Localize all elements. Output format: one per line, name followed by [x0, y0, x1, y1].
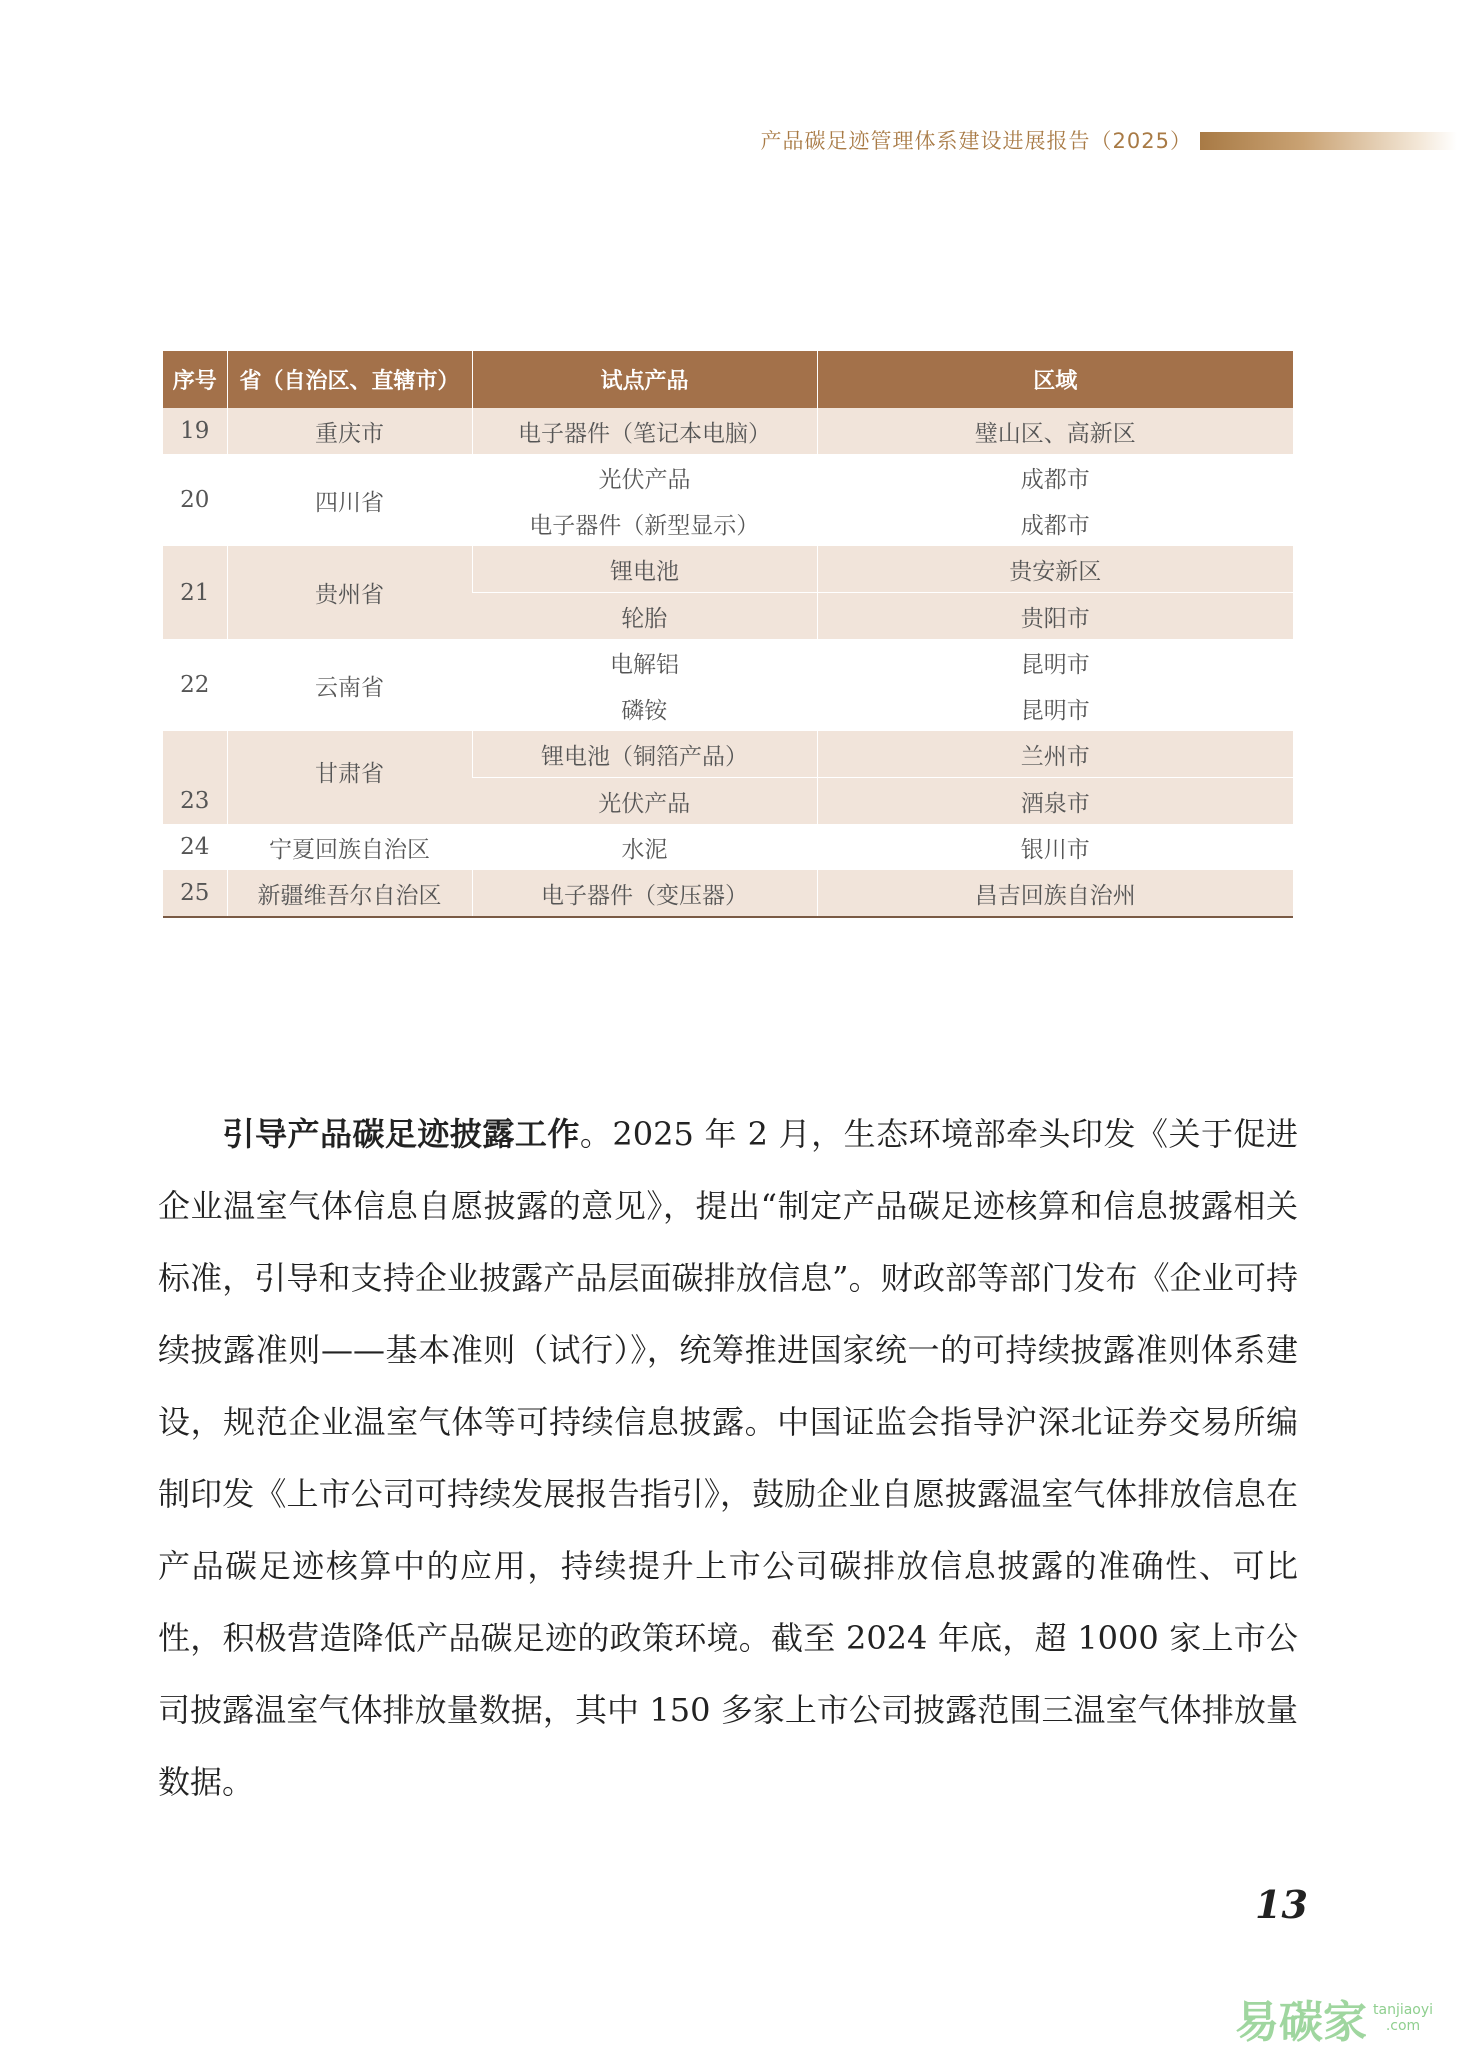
province-cell: 云南省 — [227, 639, 472, 731]
table-header-row — [163, 351, 1293, 408]
paragraph-lead: 引导产品碳足迹披露工作 — [222, 1115, 580, 1153]
product-cell: 锂电池 — [472, 546, 817, 593]
row-number: 23 — [163, 731, 227, 824]
region-cell: 昆明市 — [817, 685, 1293, 731]
product-cell: 电子器件（新型显示） — [529, 512, 760, 539]
watermark-site — [1373, 2002, 1433, 2034]
product-cell: 水泥 — [472, 824, 817, 870]
table-row — [163, 731, 1293, 778]
watermark-site-name: tanjiaoyi — [1373, 2002, 1434, 2018]
col-header-product: 试点产品 — [472, 351, 817, 408]
col-header-no: 序号 — [163, 351, 227, 408]
product-cell: 电子器件（变压器） — [472, 870, 817, 917]
region-cell: 璧山区、高新区 — [817, 408, 1293, 454]
row-number: 24 — [180, 834, 210, 860]
table-row — [163, 870, 1293, 917]
region-cell: 银川市 — [817, 824, 1293, 870]
body-paragraph — [158, 1098, 1298, 1818]
watermark-logo — [1235, 1986, 1433, 2050]
product-cell: 锂电池（铜箔产品） — [472, 731, 817, 778]
province-cell: 贵州省 — [227, 546, 472, 639]
province-cell: 甘肃省 — [227, 731, 472, 824]
row-number: 20 — [180, 487, 210, 513]
product-cell: 光伏产品 — [472, 778, 817, 825]
product-cell: 磷铵 — [621, 697, 668, 724]
province-cell: 重庆市 — [227, 408, 472, 454]
col-header-province: 省（自治区、直辖市） — [227, 351, 472, 408]
province-cell: 四川省 — [227, 454, 472, 546]
region-cell: 贵阳市 — [817, 593, 1293, 640]
table-row — [163, 546, 1293, 593]
table-row — [163, 639, 1293, 685]
pilot-table — [163, 351, 1293, 918]
province-cell: 新疆维吾尔自治区 — [227, 870, 472, 917]
region-cell: 成都市 — [817, 454, 1293, 500]
region-cell: 昆明市 — [817, 639, 1293, 685]
report-title: 产品碳足迹管理体系建设进展报告（2025） — [760, 129, 1192, 153]
region-cell: 贵安新区 — [817, 546, 1293, 593]
col-header-region: 区域 — [817, 351, 1293, 408]
region-cell: 成都市 — [817, 500, 1293, 546]
table-row — [163, 408, 1293, 454]
product-cell: 光伏产品 — [472, 454, 817, 500]
product-cell: 电子器件（笔记本电脑） — [472, 408, 817, 454]
region-cell: 昌吉回族自治州 — [817, 870, 1293, 917]
table-row — [163, 454, 1293, 500]
province-cell: 宁夏回族自治区 — [227, 824, 472, 870]
watermark-brand: 易碳家 — [1235, 1997, 1367, 2048]
product-cell: 电解铝 — [472, 639, 817, 685]
region-cell: 兰州市 — [817, 731, 1293, 778]
row-number: 22 — [180, 672, 210, 698]
page-number: 13 — [1255, 1882, 1308, 1927]
header-decor-bar — [1200, 132, 1457, 150]
product-cell: 轮胎 — [472, 593, 817, 640]
table-row — [163, 824, 1293, 870]
region-cell: 酒泉市 — [817, 778, 1293, 825]
row-number: 21 — [163, 546, 227, 639]
row-number: 19 — [163, 408, 227, 454]
watermark-site-tld: .com — [1385, 2018, 1421, 2034]
paragraph-body: 。2025 年 2 月，生态环境部牵头印发《关于促进企业温室气体信息自愿披露的意见》，提出“制定产品碳足迹核算和信息披露相关标准，引导和支持企业披露产品层面碳排放信息”。财政部等部门发布《企业可持续披露准则——基本准则（试行）》，统筹推进国家统一的可持续披露准则体系建设，规范企业温室气体等可持续信息披露。中国证监会指导沪深北证券交易所编制印发《上市公司可持续发展报告指引》，鼓励企业自愿披露温室气体排放信息在产品碳足迹核算中的应用，持续提升上市公司碳排放信息披露的准确性、可比性，积极营造降低产品碳足迹的政策环境。截至 2024 年底，超 1000 家上市公司披露温室气体排放量数据，其中 150 多家上市公司披露范围三温室气体排放量数据。 — [158, 1115, 1298, 1801]
row-number: 25 — [163, 870, 227, 917]
